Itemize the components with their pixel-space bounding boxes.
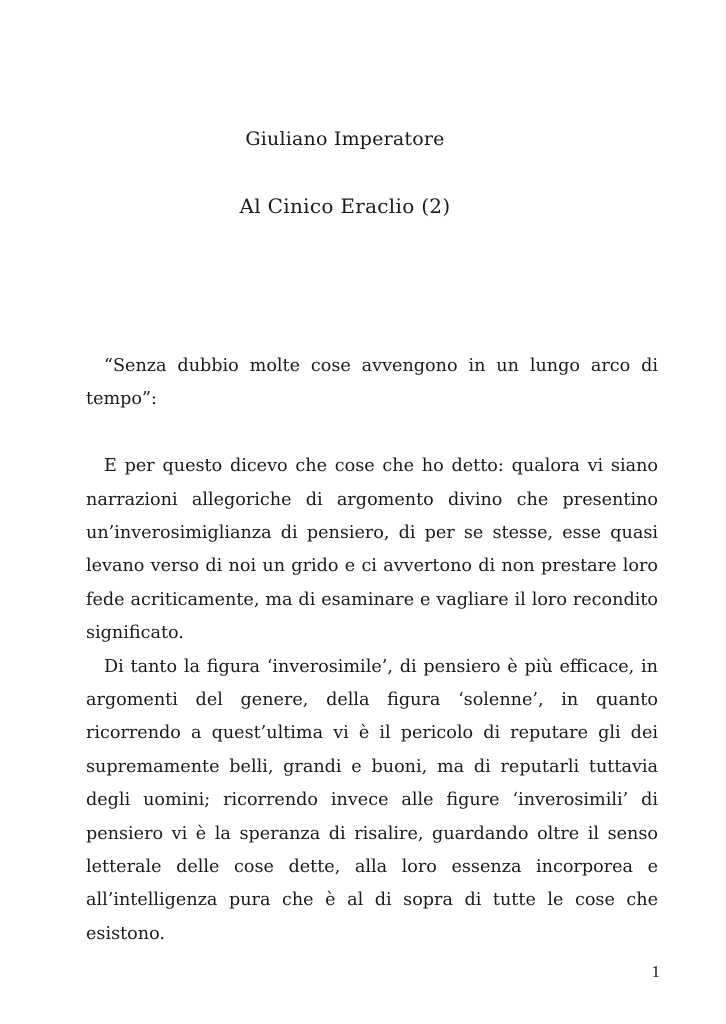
body-text <box>86 350 658 951</box>
page-number: 1 <box>651 962 660 981</box>
paragraph-figures: Di tanto la figura ‘inverosimile’, di pensiero è più efficace, in argomenti del genere, della figura ‘solenne’, in quanto ricorrendo a quest’ultima vi è il pericolo di reputare gli dei supremamente belli, grandi e buoni, ma di reputarli tuttavia degli uomini; ricorrendo invece alle figure ‘inverosimili’ di pensiero vi è la speranza di risalire, guardando oltre il senso letterale delle cose dette, alla loro essenza incorporea e all’intelligenza pura che è al di sopra di tutte le cose che esistono. <box>86 656 658 944</box>
paragraph-allegory: E per questo dicevo che cose che ho detto: qualora vi siano narrazioni allegoriche di argomento divino che presentino un’inverosimiglianza di pensiero, di per se stesse, esse quasi levano verso di noi un grido e ci avvertono di non prestare loro fede acriticamente, ma di esaminare e vagliare il loro recondito significato. <box>86 456 658 644</box>
document-title: Al Cinico Eraclio (2) <box>239 194 451 218</box>
paragraph-quote: “Senza dubbio molte cose avvengono in un lungo arco di tempo”: <box>86 356 658 410</box>
author-heading: Giuliano Imperatore <box>245 128 445 150</box>
